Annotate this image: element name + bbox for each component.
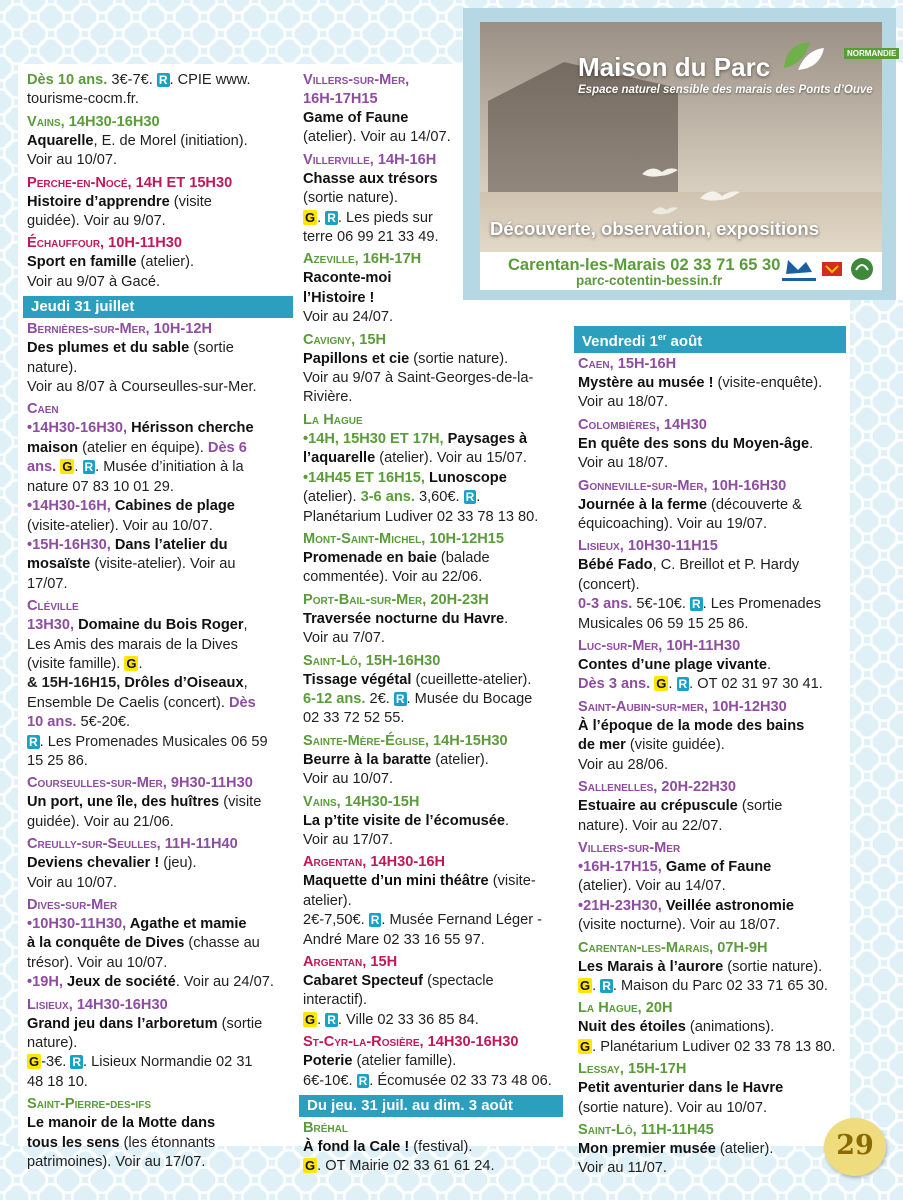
- event-place: Dives-sur-Mer: [27, 897, 118, 913]
- reservation-badge: R: [602, 978, 611, 993]
- egret-icon: [698, 184, 742, 206]
- event-title: Estuaire au crépuscule: [578, 798, 738, 815]
- event-entry: Saint-Pierre-des-ifs Le manoir de la Motte dans tous les sens (les étonnants patrimoines). Voir au 17/07.: [27, 1095, 289, 1172]
- event-place: Caen, 15H-16H: [578, 356, 677, 372]
- event-entry: Lisieux, 14H30-16H30 Grand jeu dans l’arboretum (sortie nature). G -3€. R . Lisieux Normandie 02 31 48 18 10.: [27, 996, 289, 1093]
- reservation-badge: R: [72, 1055, 81, 1070]
- group-badge: G: [126, 655, 137, 671]
- reservation-badge: R: [358, 1073, 368, 1088]
- event-entry: Azeville, 16H-17H Raconte-moi l’Histoire ! Voir au 24/07.: [303, 250, 559, 327]
- event-title: Traversée nocturne du Havre: [303, 610, 505, 627]
- ad-subtitle: Espace naturel sensible des marais des Ponts d’Ouve: [578, 84, 873, 96]
- column-2: [303, 71, 559, 1180]
- column-3: [578, 322, 842, 1182]
- event-entry: Caen •14H30-16H30, Hérisson cherche maison (atelier en équipe). Dès 6 ans. G . R . Musée d’initiation à la nature 07 83 10 01 29. •14H30-16H, Cabines de plage (visite-atelier). Voir au 10/07. •15H-16H30, Dans l’atelier du mosaïste (visite-atelier). Voir au 17/07.: [27, 400, 289, 594]
- leaf-logo-icon: [780, 38, 826, 74]
- reservation-badge: R: [395, 691, 405, 706]
- event-entry: St-Cyr-la-Rosière, 14H30-16H30 Poterie (atelier famille). 6€-10€. R . Écomusée 02 33 73 48 06.: [303, 1033, 559, 1091]
- event-title: Cabaret Specteuf: [303, 973, 424, 989]
- normandie-logo: NORMANDIE: [844, 48, 899, 59]
- page-number: 29: [836, 1130, 874, 1161]
- event-entry: Sallenelles, 20H-22H30 Estuaire au crépuscule (sortie nature). Voir au 22/07.: [578, 778, 842, 836]
- reservation-badge: R: [370, 913, 380, 928]
- event-place: La Hague: [303, 411, 363, 428]
- event-place: Bréhal: [303, 1120, 348, 1137]
- event-title: Tissage végétal: [303, 671, 412, 688]
- event-place: Mont-Saint-Michel, 10H-12H15: [303, 530, 504, 547]
- event-place: Azeville, 16H-17H: [303, 251, 422, 268]
- event-entry: Creully-sur-Seulles, 11H-11H40 Deviens chevalier ! (jeu). Voir au 10/07.: [27, 835, 289, 893]
- event-place: Villers-sur-Mer,: [303, 72, 410, 88]
- event-title: Grand jeu dans l’arboretum: [27, 1015, 218, 1032]
- event-place: Perche-en-Nocé, 14H ET 15H30: [27, 174, 233, 191]
- reservation-badge: R: [691, 597, 701, 612]
- event-entry: Lessay, 15H-17H Petit aventurier dans le Havre (sortie nature). Voir au 10/07.: [578, 1060, 842, 1118]
- reservation-badge: R: [465, 490, 475, 505]
- day-header: Vendredi 1er août: [574, 326, 846, 353]
- reservation-badge: R: [29, 734, 38, 749]
- parc-naturel-logo: [846, 256, 878, 286]
- group-badge: G: [580, 977, 591, 993]
- event-entry: Perche-en-Nocé, 14H ET 15H30 Histoire d’apprendre (visite guidée). Voir au 9/07.: [27, 174, 289, 232]
- egret-icon: [650, 202, 680, 218]
- event-entry: Villerville, 14H-16H Chasse aux trésors (sortie nature). G . R . Les pieds sur terre 06 99 21 33 49.: [303, 151, 559, 248]
- event-entry: Cavigny, 15H Papillons et cie (sortie nature). Voir au 9/07 à Saint-Georges-de-la- Rivière.: [303, 331, 559, 408]
- event-entry: Carentan-les-Marais, 07H-9H Les Marais à l’aurore (sortie nature). G . R . Maison du Parc 02 33 71 65 30.: [578, 939, 842, 997]
- reservation-badge: R: [327, 210, 336, 225]
- day-header: Jeudi 31 juillet: [23, 296, 293, 318]
- event-place: Lisieux, 14H30-16H30: [27, 996, 168, 1013]
- event-place: Villers-sur-Mer: [578, 839, 681, 856]
- ad-tagline: Découverte, observation, expositions: [490, 218, 819, 239]
- ad-title: Maison du Parc: [578, 52, 771, 82]
- reservation-badge: R: [327, 1012, 336, 1027]
- ad-website-link[interactable]: parc-cotentin-bessin.fr: [576, 273, 723, 288]
- column-1: [27, 71, 289, 1175]
- event-place: Colombières, 14H30: [578, 416, 707, 433]
- event-place: Courseulles-sur-Mer, 9H30-11H30: [27, 775, 253, 792]
- decorative-pattern-right: [850, 300, 903, 1200]
- event-place: Lisieux, 10H30-11H15: [578, 538, 718, 555]
- event-place: Saint-Lô, 11H-11H45: [578, 1121, 714, 1138]
- event-entry: Bernières-sur-Mer, 10H-12H Des plumes et du sable (sortie nature). Voir au 8/07 à Courseulles-sur-Mer.: [27, 320, 289, 397]
- event-entry: Vains, 14H30-15H La p’tite visite de l’écomusée. Voir au 17/07.: [303, 793, 559, 851]
- event-place: Cléville: [27, 598, 79, 615]
- event-title: En quête des sons du Moyen-âge: [578, 435, 810, 452]
- reservation-badge: R: [158, 73, 168, 87]
- event-place: Échauffour, 10H-11H30: [27, 235, 183, 252]
- event-place: Argentan, 14H30-16H: [303, 854, 445, 871]
- event-place: Argentan, 15H: [303, 954, 398, 970]
- event-entry: Villers-sur-Mer, 16H-17H15 Game of Faune (atelier). Voir au 14/07.: [303, 71, 559, 148]
- event-place: Vains, 14H30-15H: [303, 793, 420, 810]
- event-title: À fond la Cale !: [303, 1139, 410, 1156]
- event-title: Promenade en baie: [303, 549, 437, 566]
- event-title: Papillons et cie: [303, 350, 410, 367]
- event-title: La p’tite visite de l’écomusée: [303, 812, 505, 829]
- event-entry: Sainte-Mère-Église, 14H-15H30 Beurre à la baratte (atelier). Voir au 10/07.: [303, 732, 559, 790]
- event-title: Les Marais à l’aurore: [578, 958, 724, 975]
- event-place: Saint-Lô, 15H-16H30: [303, 652, 441, 669]
- event-place: Sallenelles, 20H-22H30: [578, 779, 737, 796]
- event-entry: Saint-Aubin-sur-mer, 10H-12H30 À l’époque de la mode des bains de mer (visite guidée). Voir au 28/06.: [578, 698, 842, 775]
- event-entry: Dives-sur-Mer •10H30-11H30, Agathe et mamie à la conquête de Dives (chasse au trésor). Voir au 10/07. •19H, Jeux de société. Voir au 24/07.: [27, 896, 289, 993]
- event-entry: Luc-sur-Mer, 10H-11H30 Contes d’une plage vivante. Dès 3 ans. G . R . OT 02 31 97 30 41.: [578, 637, 842, 695]
- event-entry: Cléville 13H30, Domaine du Bois Roger, Les Amis des marais de la Dives (visite famille). G . & 15H-16H15, Drôles d’Oiseaux, Ensemble De Caelis (concert). Dès 10 ans. 5€-20€. R . Les Promenades Musicales 06 59 15 25 86.: [27, 597, 289, 771]
- event-place: Saint-Pierre-des-ifs: [27, 1096, 152, 1113]
- event-place: Caen: [27, 401, 59, 418]
- event-title: Journée à la ferme: [578, 496, 707, 513]
- event-title: Bébé Fado: [578, 557, 653, 574]
- event-title: Contes d’une plage vivante: [578, 657, 767, 674]
- event-place: La Hague, 20H: [578, 1000, 673, 1017]
- event-entry: Argentan, 14H30-16H Maquette d’un mini théâtre (visite- atelier). 2€-7,50€. R . Musée Fernand Léger - André Mare 02 33 16 55 97.: [303, 853, 559, 950]
- event-place: Cavigny, 15H: [303, 331, 387, 348]
- event-entry: Bréhal À fond la Cale ! (festival). G . OT Mairie 02 33 61 61 24.: [303, 1119, 559, 1177]
- event-title: Deviens chevalier !: [27, 855, 160, 872]
- event-title: Beurre à la baratte: [303, 751, 432, 768]
- event-place: Port-Bail-sur-Mer, 20H-23H: [303, 591, 489, 608]
- event-entry: La Hague, 20H Nuit des étoiles (animations). G . Planétarium Ludiver 02 33 78 13 80.: [578, 999, 842, 1057]
- event-entry: Argentan, 15H Cabaret Specteuf (spectacle interactif). G . R . Ville 02 33 36 85 84.: [303, 953, 559, 1030]
- event-title: Mon premier musée: [578, 1140, 716, 1157]
- group-badge: G: [305, 1011, 316, 1027]
- group-badge: G: [305, 209, 316, 225]
- event-entry: Vains, 14H30-16H30 Aquarelle, E. de Morel (initiation). Voir au 10/07.: [27, 113, 289, 171]
- reservation-badge: R: [678, 677, 688, 692]
- event-title: Maquette d’un mini théâtre: [303, 873, 489, 890]
- page-number-badge: [824, 1118, 886, 1176]
- la-manche-logo: [778, 256, 820, 286]
- event-entry: Mont-Saint-Michel, 10H-12H15 Promenade en baie (balade commentée). Voir au 22/06.: [303, 530, 559, 588]
- event-place: Lessay, 15H-17H: [578, 1061, 687, 1078]
- decorative-pattern-left: [0, 0, 18, 1200]
- event-place: Creully-sur-Seulles, 11H-11H40: [27, 836, 238, 853]
- event-title: Poterie: [303, 1053, 353, 1070]
- event-place: Bernières-sur-Mer, 10H-12H: [27, 321, 213, 338]
- event-entry: Lisieux, 10H30-11H15 Bébé Fado, C. Breillot et P. Hardy (concert). 0-3 ans. 5€-10€. R . Les Promenades Musicales 06 59 15 25 86.: [578, 537, 842, 634]
- event-title: Petit aventurier dans le Havre: [578, 1080, 784, 1097]
- event-entry: Caen, 15H-16H Mystère au musée ! (visite-enquête). Voir au 18/07.: [578, 355, 842, 413]
- event-entry: Courseulles-sur-Mer, 9H30-11H30 Un port, une île, des huîtres (visite guidée). Voir au 21/06.: [27, 774, 289, 832]
- event-title: Un port, une île, des huîtres: [27, 794, 220, 811]
- event-place: St-Cyr-la-Rosière, 14H30-16H30: [303, 1034, 519, 1051]
- event-title: Histoire d’apprendre: [27, 193, 170, 210]
- event-title: Chasse aux trésors: [303, 170, 438, 187]
- egret-icon: [640, 162, 680, 182]
- event-entry: Port-Bail-sur-Mer, 20H-23H Traversée nocturne du Havre. Voir au 7/07.: [303, 591, 559, 649]
- event-place: Luc-sur-Mer, 10H-11H30: [578, 638, 741, 655]
- group-badge: G: [580, 1038, 591, 1054]
- group-badge: G: [305, 1158, 316, 1174]
- day-header: Du jeu. 31 juil. au dim. 3 août: [299, 1095, 563, 1117]
- normandie-region-logo: [820, 256, 844, 286]
- event-entry: La Hague •14H, 15H30 ET 17H, Paysages à l’aquarelle (atelier). Voir au 15/07. •14H45 ET 16H15, Lunoscope (atelier). 3-6 ans. 3,60€. R . Planétarium Ludiver 02 33 78 13 80.: [303, 411, 559, 527]
- event-entry: Colombières, 14H30 En quête des sons du Moyen-âge. Voir au 18/07.: [578, 416, 842, 474]
- event-place: Vains, 14H30-16H30: [27, 113, 160, 130]
- event-entry: Saint-Lô, 11H-11H45 Mon premier musée (atelier). Voir au 11/07.: [578, 1121, 842, 1179]
- event-title: Des plumes et du sable: [27, 340, 190, 357]
- event-entry: Dès 10 ans. 3€-7€. R . CPIE www. tourisme-cocm.fr.: [27, 72, 251, 108]
- event-title: Nuit des étoiles: [578, 1019, 686, 1036]
- event-entry: Villers-sur-Mer •16H-17H15, Game of Faune (atelier). Voir au 14/07. •21H-23H30, Veillée astronomie (visite nocturne). Voir au 18/07.: [578, 839, 842, 936]
- reservation-badge: R: [84, 460, 94, 475]
- event-place: Saint-Aubin-sur-mer, 10H-12H30: [578, 698, 787, 715]
- group-badge: G: [29, 1054, 40, 1070]
- event-place: Villerville, 14H-16H: [303, 151, 437, 168]
- group-badge: G: [656, 676, 667, 692]
- event-entry: Gonneville-sur-Mer, 10H-16H30 Journée à la ferme (découverte & équicoaching). Voir au 19/07.: [578, 477, 842, 535]
- event-title: Aquarelle: [27, 132, 94, 149]
- group-badge: G: [62, 459, 73, 475]
- event-entry: Saint-Lô, 15H-16H30 Tissage végétal (cueillette-atelier). 6-12 ans. 2€. R . Musée du Bocage 02 33 72 52 55.: [303, 652, 559, 729]
- event-place: Carentan-les-Marais, 07H-9H: [578, 939, 768, 956]
- event-place: Gonneville-sur-Mer, 10H-16H30: [578, 477, 787, 494]
- event-place: Sainte-Mère-Église, 14H-15H30: [303, 732, 508, 749]
- event-title: Sport en famille: [27, 254, 137, 271]
- ad-contact: Carentan-les-Marais 02 33 71 65 30: [508, 256, 781, 274]
- event-title: Game of Faune: [303, 110, 409, 126]
- event-title: Mystère au musée !: [578, 375, 714, 391]
- event-entry: Échauffour, 10H-11H30 Sport en famille (atelier). Voir au 9/07 à Gacé.: [27, 234, 289, 292]
